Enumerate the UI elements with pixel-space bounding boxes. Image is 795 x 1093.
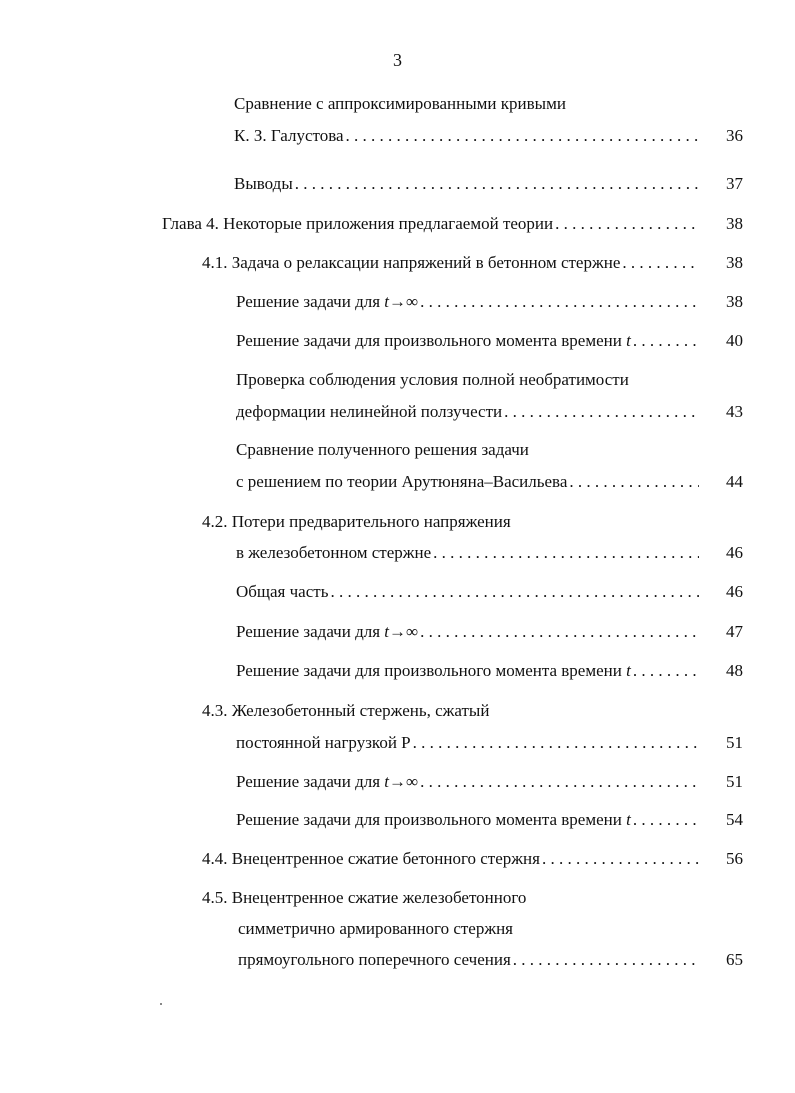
toc-entry-text: Сравнение с аппроксимированными кривыми bbox=[234, 94, 566, 113]
toc-entry-text: 4.4. Внецентренное сжатие бетонного стержня bbox=[202, 849, 540, 868]
arrow-infinity: →∞ bbox=[389, 622, 419, 641]
toc-entry-text: деформации нелинейной ползучести bbox=[236, 402, 503, 421]
toc-entry-page: 43 bbox=[726, 402, 743, 421]
variable-t: t bbox=[384, 772, 390, 791]
leader-dots bbox=[346, 124, 699, 148]
variable-t: t bbox=[384, 622, 390, 641]
toc-entry-4-5[interactable] bbox=[202, 886, 743, 910]
leader-dots bbox=[420, 770, 699, 794]
toc-entry-text: Решение задачи для t→∞ bbox=[236, 622, 419, 641]
toc-entry-text: Решение задачи для произвольного момента времени t bbox=[236, 661, 631, 680]
toc-entry-text: Решение задачи для t→∞ bbox=[236, 292, 419, 311]
scan-speck bbox=[160, 1003, 162, 1005]
toc-entry-page: 51 bbox=[726, 772, 743, 791]
toc-entry-conclusions[interactable] bbox=[234, 172, 743, 196]
variable-t: t bbox=[626, 661, 631, 680]
leader-dots bbox=[555, 212, 699, 236]
toc-entry-page: 44 bbox=[726, 472, 743, 491]
leader-dots bbox=[622, 251, 699, 275]
toc-entry-page: 54 bbox=[726, 810, 743, 829]
variable-t: t bbox=[626, 810, 631, 829]
toc-entry-page: 65 bbox=[726, 950, 743, 969]
leader-dots bbox=[330, 580, 699, 604]
toc-entry-text: в железобетонном стержне bbox=[236, 543, 432, 562]
arrow-infinity: →∞ bbox=[389, 772, 419, 791]
arrow-infinity: →∞ bbox=[389, 292, 419, 311]
toc-entry-text: Проверка соблюдения условия полной необратимости bbox=[236, 370, 629, 389]
toc-entry-text: Глава 4. Некоторые приложения предлагаемой теории bbox=[162, 214, 554, 233]
toc-entry-4-3-infinity[interactable] bbox=[236, 770, 743, 794]
toc-entry-text: Выводы bbox=[234, 174, 293, 193]
leader-dots bbox=[413, 731, 699, 755]
toc-entry-page: 38 bbox=[726, 214, 743, 233]
toc-entry-text: Решение задачи для произвольного момента времени t bbox=[236, 810, 631, 829]
toc-entry-comparison-approx-curves[interactable] bbox=[234, 92, 743, 116]
toc-entry-text: 4.1. Задача о релаксации напряжений в бетонном стержне bbox=[202, 253, 621, 272]
toc-entry-page: 38 bbox=[726, 292, 743, 311]
toc-entry-text: 4.3. Железобетонный стержень, сжатый bbox=[202, 701, 490, 720]
leader-dots bbox=[633, 808, 699, 832]
toc-entry-galustov[interactable] bbox=[234, 124, 743, 148]
toc-entry-text: симметрично армированного стержня bbox=[238, 919, 514, 938]
toc-entry-constant-load[interactable] bbox=[236, 731, 743, 755]
leader-dots bbox=[504, 400, 699, 424]
toc-entry-page: 36 bbox=[726, 126, 743, 145]
toc-entry-irreversibility-check[interactable] bbox=[236, 368, 743, 392]
leader-dots bbox=[633, 329, 699, 353]
toc-entry-page: 37 bbox=[726, 174, 743, 193]
leader-dots bbox=[433, 541, 699, 565]
toc-entry-4-1-infinity[interactable] bbox=[236, 290, 743, 314]
toc-entry-4-4[interactable] bbox=[202, 847, 743, 871]
toc-entry-4-3[interactable] bbox=[202, 699, 743, 723]
leader-dots bbox=[420, 620, 699, 644]
toc-entry-text: Решение задачи для t→∞ bbox=[236, 772, 419, 791]
toc-entry-text: 4.2. Потери предварительного напряжения bbox=[202, 512, 511, 531]
leader-dots bbox=[295, 172, 699, 196]
leader-dots bbox=[420, 290, 699, 314]
toc-entry-nonlinear-creep[interactable] bbox=[236, 400, 743, 424]
toc-entry-text: прямоугольного поперечного сечения bbox=[238, 950, 511, 969]
toc-entry-page: 48 bbox=[726, 661, 743, 680]
toc-entry-arutyunyan-vasiliev[interactable] bbox=[236, 470, 743, 494]
toc-entry-text: постоянной нагрузкой P bbox=[236, 733, 411, 752]
toc-entry-4-2-arbitrary-time[interactable] bbox=[236, 659, 743, 683]
toc-entry-text: Сравнение полученного решения задачи bbox=[236, 440, 529, 459]
toc-entry-4-1[interactable] bbox=[202, 251, 743, 275]
toc-entry-text: Общая часть bbox=[236, 582, 329, 601]
variable-t: t bbox=[626, 331, 631, 350]
toc-entry-page: 51 bbox=[726, 733, 743, 752]
toc-entry-reinforced-rod[interactable] bbox=[236, 541, 743, 565]
toc-entry-rectangular-section[interactable] bbox=[238, 948, 743, 972]
toc-entry-symmetric-reinforced[interactable] bbox=[238, 917, 743, 941]
toc-entry-text: Решение задачи для произвольного момента времени t bbox=[236, 331, 631, 350]
leader-dots bbox=[633, 659, 699, 683]
toc-entry-general-part[interactable] bbox=[236, 580, 743, 604]
leader-dots bbox=[542, 847, 699, 871]
toc-entry-4-3-arbitrary-time[interactable] bbox=[236, 808, 743, 832]
page-number: 3 bbox=[393, 50, 402, 70]
variable-t: t bbox=[384, 292, 390, 311]
toc-entry-4-2-infinity[interactable] bbox=[236, 620, 743, 644]
toc-entry-text: К. З. Галустова bbox=[234, 126, 344, 145]
toc-entry-solution-comparison[interactable] bbox=[236, 438, 743, 462]
toc-entry-text: с решением по теории Арутюняна–Васильева bbox=[236, 472, 568, 491]
toc-entry-page: 46 bbox=[726, 543, 743, 562]
leader-dots bbox=[513, 948, 699, 972]
toc-entry-page: 38 bbox=[726, 253, 743, 272]
toc-entry-page: 47 bbox=[726, 622, 743, 641]
leader-dots bbox=[569, 470, 699, 494]
toc-entry-page: 40 bbox=[726, 331, 743, 350]
toc-entry-page: 56 bbox=[726, 849, 743, 868]
toc-entry-chapter-4[interactable] bbox=[162, 212, 743, 236]
toc-entry-page: 46 bbox=[726, 582, 743, 601]
toc-entry-4-1-arbitrary-time[interactable] bbox=[236, 329, 743, 353]
toc-entry-4-2[interactable] bbox=[202, 510, 743, 534]
toc-entry-text: 4.5. Внецентренное сжатие железобетонного bbox=[202, 888, 527, 907]
